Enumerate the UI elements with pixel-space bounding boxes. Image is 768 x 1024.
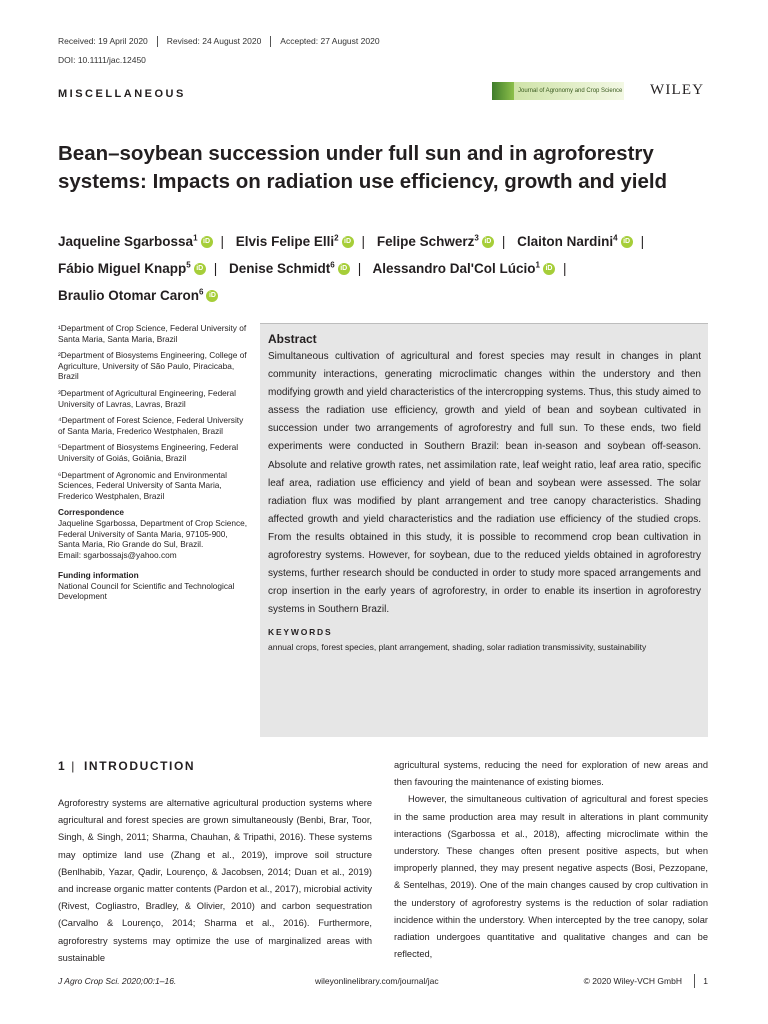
- revised-date: Revised: 24 August 2020: [157, 36, 271, 47]
- keywords-list: annual crops, forest species, plant arrangement, shading, solar radiation transmissivity, sustainability: [268, 642, 647, 653]
- orcid-icon[interactable]: iD: [201, 236, 213, 248]
- doi-link[interactable]: DOI: 10.1111/jac.12450: [58, 55, 146, 65]
- affiliation: ²Department of Biosystems Engineering, College of Agriculture, University of São Paulo, Piracicaba, Brazil: [58, 350, 247, 382]
- abstract-box: [260, 323, 708, 737]
- author-separator: |: [501, 233, 506, 249]
- funding-label: Funding information: [58, 570, 139, 581]
- affiliation: ⁴Department of Forest Science, Federal University of Santa Maria, Frederico Westphalen, Brazil: [58, 415, 244, 436]
- abstract-heading: Abstract: [268, 332, 317, 346]
- author: Fábio Miguel Knapp$^5$ iD: [58, 261, 206, 276]
- author: Jaqueline Sgarbossa$^1$ iD: [58, 234, 213, 249]
- correspondence-email[interactable]: Email: sgarbossajs@yahoo.com: [58, 549, 177, 560]
- accepted-date: Accepted: 27 August 2020: [270, 36, 388, 47]
- abstract-text: Simultaneous cultivation of agricultural and forest species may result in changes in plant community interactions, generating microclimatic changes within the understory and then modifying growth and yield characteristics of the intercropping systems. Thus, this study aimed to assess the radiation use efficiency, growth and yield of bean and soybean cultivated in succession under two arrangements of agroforestry and full sun. To these ends, two field experiments were conducted in Southern Brazil: bean in-season and soybean off-season. Absolute and relative growth rates, net assimilation rate, leaf weight ratio, leaf area ratio, specific leaf area, radiation use efficiency and yield of bean and soybean were assessed. The solar radiation flux was modified by plant arrangement and tree canopy characteristics. Shading affected growth and yield characteristics and the radiation use efficiency of the studied crops. From the results obtained in this study, it is possible to recommend crop bean cultivation in agroforestry systems. However, for soybean, due to the reduced yields obtained in agroforestry systems, further research should be conducted in order to study more spaced arrangements and crop insertion in the early years of agroforestry, in order to enable its insertion in agroforestry systems in Southern Brazil.: [268, 351, 701, 616]
- affiliation: ⁵Department of Biosystems Engineering, Federal University of Goiás, Goiânia, Brazil: [58, 442, 239, 463]
- author: Denise Schmidt$^6$ iD: [229, 261, 350, 276]
- page-number: 1: [694, 974, 708, 988]
- author: Elvis Felipe Elli$^2$ iD: [236, 234, 354, 249]
- keywords-heading: KEYWORDS: [268, 627, 333, 638]
- journal-logo-text: Journal of Agronomy and Crop Science: [514, 82, 624, 100]
- author: Braulio Otomar Caron$^6$ iD: [58, 288, 218, 303]
- funding-text: National Council for Scientific and Technological Development: [58, 580, 235, 602]
- author-list: [58, 226, 718, 307]
- section-heading-introduction: [58, 759, 195, 773]
- author: Claiton Nardini$^4$ iD: [517, 234, 632, 249]
- correspondence-label: Correspondence: [58, 507, 124, 518]
- body-column-right: [394, 757, 708, 963]
- correspondence-text: Jaqueline Sgarbossa, Department of Crop Science, Federal University of Santa Maria, 97105-900, Santa Maria, Rio Grande do Sul, Brazil.: [58, 517, 248, 550]
- section-label: MISCELLANEOUS: [58, 88, 186, 100]
- received-date: Received: 19 April 2020: [58, 36, 148, 46]
- author-separator: |: [220, 233, 225, 249]
- section-divider: |: [71, 759, 76, 773]
- orcid-icon[interactable]: iD: [206, 290, 218, 302]
- affiliation: ⁶Department of Agronomic and Environmental Sciences, Federal University of Santa Maria, Frederico Westphalen, Brazil: [58, 469, 227, 501]
- author: Alessandro Dal'Col Lúcio$^1$ iD: [372, 261, 554, 276]
- article-history: [58, 36, 389, 47]
- footer-url[interactable]: wileyonlinelibrary.com/journal/jac: [315, 976, 439, 986]
- funding-block: [58, 570, 248, 602]
- author-separator: |: [213, 260, 218, 276]
- author: Felipe Schwerz$^3$ iD: [377, 234, 494, 249]
- affiliation: ¹Department of Crop Science, Federal University of Santa Maria, Santa Maria, Brazil: [58, 323, 247, 344]
- orcid-icon[interactable]: iD: [621, 236, 633, 248]
- author-separator: |: [357, 260, 362, 276]
- body-paragraph: Agroforestry systems are alternative agricultural production systems where agricultural and forest species are grown simultaneously (Benbi, Brar, Toor, Singh, & Singh, 2011; Sharma, Chauhan, & Tripathi, 2016). These systems may optimize land use (Zhang et al., 2019), improve soil structure (Benlhabib, Yazar, Qadir, Lourenço, & Jacobsen, 2014; Duan et al., 2019) and increase organic matter contents (Pardon et al., 2017), microbial activity (Rivest, Cogliastro, Bradley, & Olivier, 2010) and carbon sequestration (Carvalho & Lourenço, 2014; Sharma et al., 2016). Furthermore, agroforestry systems may optimize the use of marginalized areas with sustainable: [58, 798, 372, 963]
- section-title: INTRODUCTION: [84, 759, 196, 773]
- orcid-icon[interactable]: iD: [342, 236, 354, 248]
- correspondence-block: [58, 507, 248, 560]
- author-separator: |: [562, 260, 567, 276]
- paper-title: Bean–soybean succession under full sun and in agroforestry systems: Impacts on radiation use efficiency, growth and yield: [58, 142, 668, 193]
- section-number: 1: [58, 759, 67, 773]
- orcid-icon[interactable]: iD: [482, 236, 494, 248]
- footer-citation: J Agro Crop Sci. 2020;00:1–16.: [58, 976, 177, 986]
- front-matter-sidebar: [58, 323, 248, 612]
- author-separator: |: [640, 233, 645, 249]
- footer-copyright: © 2020 Wiley-VCH GmbH: [583, 976, 682, 986]
- body-paragraph: However, the simultaneous cultivation of agricultural and forest species in the same production area may result in alterations in plant community interactions (Sgarbossa et al., 2018), affecting microclimate within the understory. These changes often present positive aspects, but when improperly planned, they may present negative aspects (Bosi, Pezzopane, & Sentelhas, 2019). One of the main changes caused by crop cultivation in the understory of agroforestry systems is the reduction of solar radiation incidence within the understory. When intercepted by the tree canopy, solar radiation undergoes quantitative and qualitative changes and can be reflected,: [394, 794, 708, 960]
- journal-logo: [492, 82, 624, 100]
- orcid-icon[interactable]: iD: [194, 263, 206, 275]
- affiliation: ³Department of Agricultural Engineering, Federal University of Lavras, Lavras, Brazil: [58, 387, 237, 409]
- orcid-icon[interactable]: iD: [338, 263, 350, 275]
- author-separator: |: [361, 233, 366, 249]
- journal-logo-leaf-icon: [492, 82, 514, 100]
- publisher-logo: WILEY: [650, 82, 705, 98]
- body-paragraph: agricultural systems, reducing the need for exploration of new areas and then favouring the maintenance of existing biomes.: [394, 760, 708, 788]
- orcid-icon[interactable]: iD: [543, 263, 555, 275]
